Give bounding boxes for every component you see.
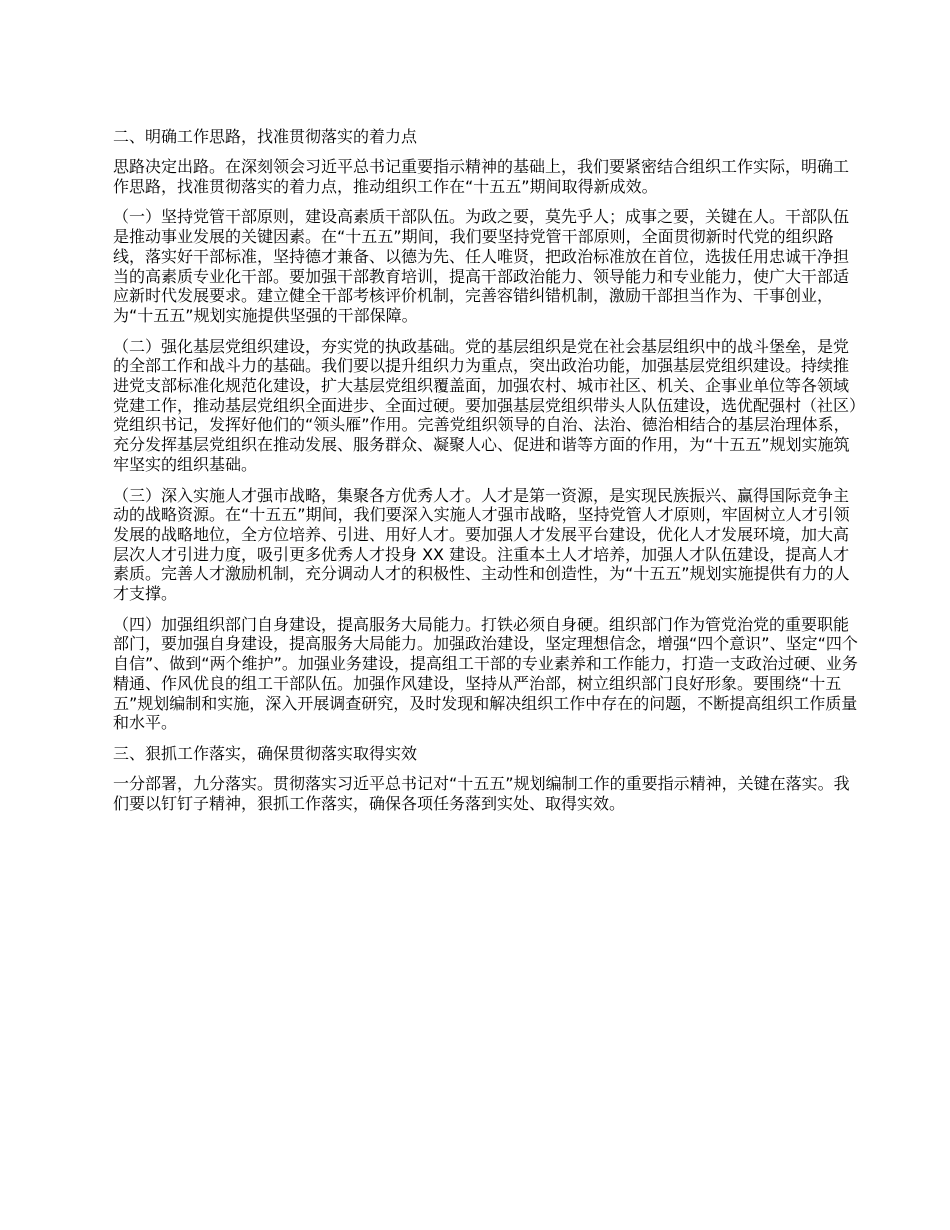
section-3 bbox=[113, 744, 858, 813]
paragraph-talent: （三）深入实施人才强市战略，集聚各方优秀人才。人才是第一资源，是实现民族振兴、赢得国际竞争主动的战略资源。在“十五五”期间，我们要深入实施人才强市战略，坚持党管人才原则，牢固树立人才引领发展的战略地位，全方位培养、引进、用好人才。要加强人才发展平台建设，优化人才发展环境，加大高层次人才引进力度，吸引更多优秀人才投身 XX 建设。注重本土人才培养，加强人才队伍建设，提高人才素质。完善人才激励机制，充分调动人才的积极性、主动性和创造性，为“十五五”规划实施提供有力的人才支撑。 bbox=[113, 485, 850, 604]
paragraph-intro: 思路决定出路。在深刻领会习近平总书记重要指示精神的基础上，我们要紧密结合组织工作实际，明确工作思路，找准贯彻落实的着力点，推动组织工作在“十五五”期间取得新成效。 bbox=[113, 157, 850, 196]
paragraph-grassroots: （二）强化基层党组织建设，夯实党的执政基础。党的基层组织是党在社会基层组织中的战斗堡垒，是党的全部工作和战斗力的基础。我们要以提升组织力为重点，突出政治功能，加强基层党组织建设。持续推进党支部标准化规范化建设，扩大基层党组织覆盖面，加强农村、城市社区、机关、企事业单位等各领域党建工作，推动基层党组织全面进步、全面过硬。要加强基层党组织带头人队伍建设，选优配强村（社区）党组织书记，发挥好他们的“领头雁”作用。完善党组织领导的自治、法治、德治相结合的基层治理体系，充分发挥基层党组织在推动发展、服务群众、凝聚人心、促进和谐等方面的作用，为“十五五”规划实施筑牢坚实的组织基础。 bbox=[113, 336, 858, 474]
paragraph-cadres: （一）坚持党管干部原则，建设高素质干部队伍。为政之要，莫先乎人；成事之要，关键在人。干部队伍是推动事业发展的关键因素。在“十五五”期间，我们要坚持党管干部原则，全面贯彻新时代党的组织路线，落实好干部标准，坚持德才兼备、以德为先、任人唯贤，把政治标准放在首位，选拔任用忠诚干净担当的高素质专业化干部。要加强干部教育培训，提高干部政治能力、领导能力和专业能力，使广大干部适应新时代发展要求。建立健全干部考核评价机制，完善容错纠错机制，激励干部担当作为、干事创业，为“十五五”规划实施提供坚强的干部保障。 bbox=[113, 207, 850, 325]
section-heading: 二、明确工作思路，找准贯彻落实的着力点 bbox=[113, 127, 418, 146]
section-heading: 三、狠抓工作落实，确保贯彻落实取得实效 bbox=[113, 743, 418, 763]
paragraph-implementation: 一分部署，九分落实。贯彻落实习近平总书记对“十五五”规划编制工作的重要指示精神，关键在落实。我们要以钉钉子精神，狠抓工作落实，确保各项任务落到实处、取得实效。 bbox=[113, 773, 850, 813]
section-2 bbox=[113, 127, 858, 733]
paragraph-self-building: （四）加强组织部门自身建设，提高服务大局能力。打铁必须自身硬。组织部门作为管党治党的重要职能部门，要加强自身建设，提高服务大局能力。加强政治建设，坚定理想信念，增强“四个意识”、坚定“四个自信”、做到“两个维护”。加强业务建设，提高组工干部的专业素养和工作能力，打造一支政治过硬、业务精通、作风优良的组工干部队伍。加强作风建设，坚持从严治部，树立组织部门良好形象。要围绕“十五五”规划编制和实施，深入开展调查研究，及时发现和解决组织工作中存在的问题，不断提高组织工作质量和水平。 bbox=[113, 614, 858, 733]
document-page bbox=[113, 127, 858, 824]
